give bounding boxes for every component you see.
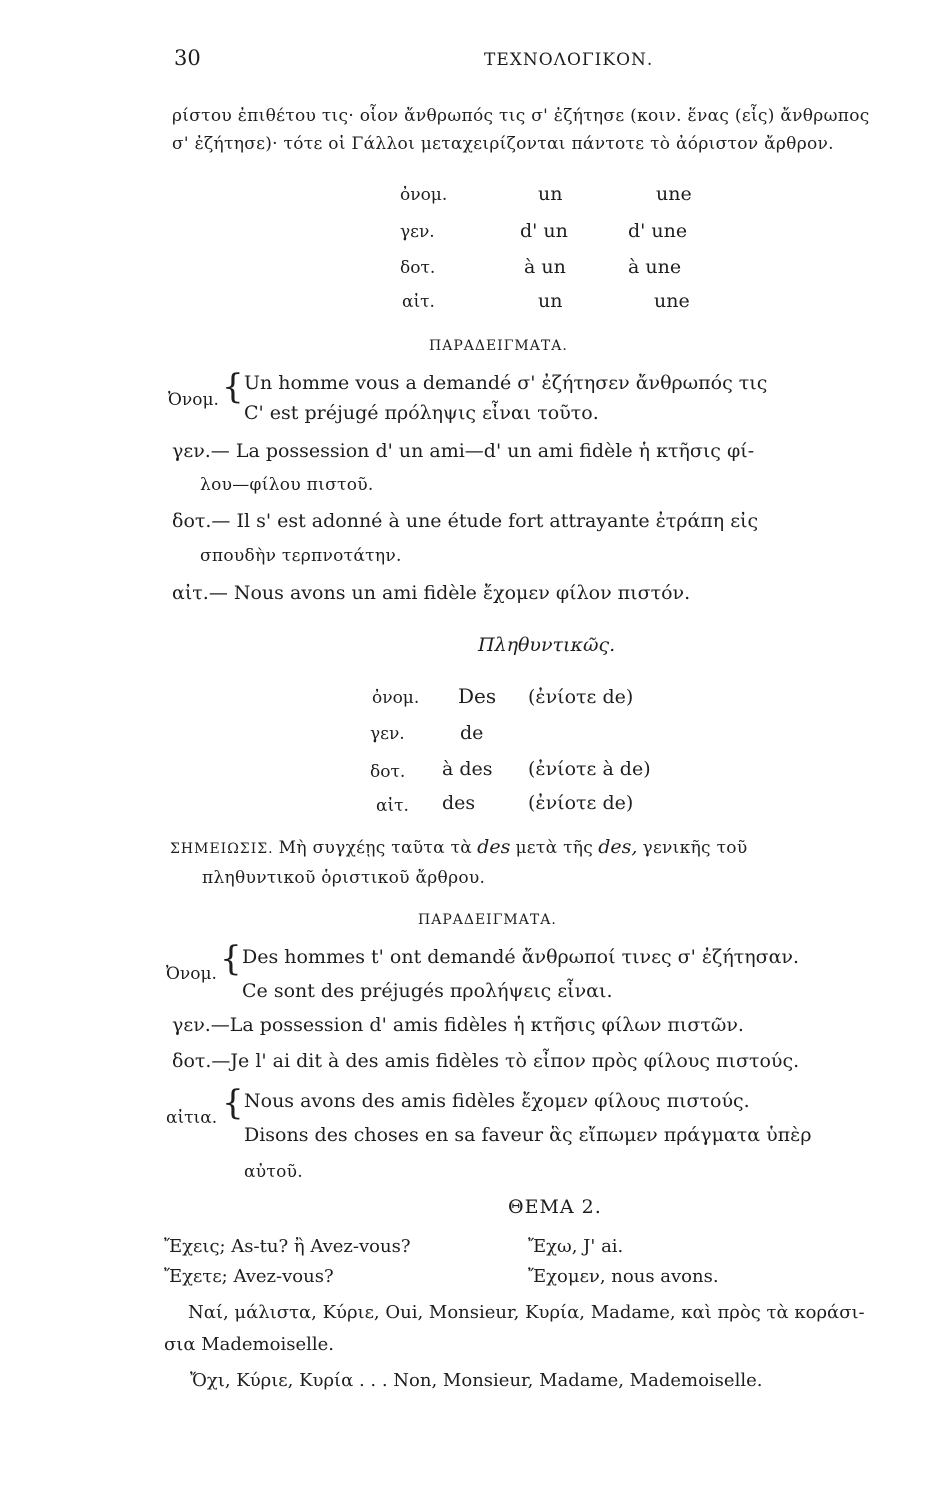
- note-line-1: [170, 836, 747, 858]
- thema-line: Ἔχω, J' ai.: [528, 1236, 624, 1257]
- example-line: Ce sont des préjugés προλήψεις εἶναι.: [242, 980, 613, 1002]
- plural-note: (ἐνίοτε de): [528, 686, 634, 708]
- fem-form: à une: [628, 256, 682, 278]
- note-text: Μὴ συγχέῃς ταῦτα τὰ: [278, 838, 473, 858]
- brace: {: [222, 367, 244, 407]
- case-label: δοτ.: [370, 762, 406, 782]
- example-line: αὐτοῦ.: [244, 1162, 303, 1182]
- masc-form: un: [538, 290, 563, 312]
- example-line: Disons des choses en sa faveur ἃς εἴπωμεν πράγματα ὑπὲρ: [244, 1124, 812, 1146]
- plural-form: Des: [458, 684, 497, 708]
- fem-form: d' une: [628, 220, 688, 242]
- note-label: ΣΗΜΕΙΩΣΙΣ.: [170, 841, 274, 857]
- fem-form: une: [656, 183, 692, 205]
- brace: {: [222, 1083, 244, 1123]
- plural-heading: Πληθυντικῶς.: [478, 634, 616, 656]
- case-label: ὀνομ.: [372, 688, 420, 708]
- example-line: γεν.—La possession d' amis fidèles ἡ κτῆσις φίλων πιστῶν.: [172, 1014, 744, 1036]
- example-line: C' est préjugé πρόληψις εἶναι τοῦτο.: [244, 402, 599, 424]
- intro-line-2: σ' ἐζήτησε)· τότε οἱ Γάλλοι μεταχειρίζονται πάντοτε τὸ ἀόριστον ἄρθρον.: [172, 134, 834, 154]
- example-line: αἰτ.— Nous avons un ami fidèle ἔχομεν φίλον πιστόν.: [172, 582, 691, 604]
- case-label-onom: Ὀνομ.: [166, 964, 217, 984]
- case-label-onom: Ὀνομ.: [168, 390, 219, 410]
- example-line: δοτ.—Je l' ai dit à des amis fidèles τὸ εἶπον πρὸς φίλους πιστούς.: [172, 1050, 800, 1072]
- masc-form: à un: [524, 256, 566, 278]
- example-line: δοτ.— Il s' est adonné à une étude fort attrayante ἐτράπη εἰς: [172, 510, 759, 532]
- example-line: γεν.— La possession d' un ami—d' un ami fidèle ἡ κτῆσις φί-: [172, 440, 755, 462]
- plural-form: à des: [442, 758, 493, 780]
- plural-form: des: [442, 792, 476, 814]
- thema-line: Ὄχι, Κύριε, Κυρία . . . Non, Monsieur, Madame, Mademoiselle.: [190, 1370, 763, 1391]
- intro-line-1: ρίστου ἐπιθέτου τις· οἷον ἄνθρωπός τις σ' ἐζήτησε (κοιν. ἕνας (εἷς) ἄνθρωπος: [172, 106, 870, 126]
- running-title: ΤΕΧΝΟΛΟΓΙΚΟΝ.: [484, 50, 654, 70]
- note-des-word: des,: [598, 836, 638, 858]
- thema-line: σια Mademoiselle.: [164, 1334, 334, 1355]
- note-text: μετὰ τῆς: [515, 838, 594, 858]
- masc-form: d' un: [520, 220, 568, 242]
- case-label: αἰτ.: [402, 292, 435, 312]
- page-number: 30: [174, 46, 201, 70]
- example-line: λου—φίλου πιστοῦ.: [200, 475, 374, 495]
- examples-heading: ΠΑΡΑΔΕΙΓΜΑΤΑ.: [429, 338, 568, 354]
- case-label: γεν.: [400, 222, 435, 242]
- example-line: σπουδὴν τερπνοτάτην.: [200, 546, 402, 566]
- thema-line: Ἔχομεν, nous avons.: [528, 1266, 719, 1287]
- thema-line: Ἔχεις; As-tu? ἢ Avez-vous?: [164, 1236, 411, 1257]
- example-line: Un homme vous a demandé σ' ἐζήτησεν ἄνθρωπός τις: [244, 372, 768, 394]
- case-label: ὀνομ.: [400, 185, 448, 205]
- thema-title: ΘΕΜΑ 2.: [508, 1196, 602, 1218]
- note-des-word: des: [477, 836, 511, 858]
- case-label: αἰτ.: [376, 796, 409, 816]
- plural-form: de: [460, 722, 484, 744]
- plural-note: (ἐνίοτε à de): [528, 758, 651, 780]
- brace: {: [220, 939, 242, 979]
- thema-line: Ἔχετε; Avez-vous?: [164, 1266, 334, 1287]
- masc-form: un: [538, 183, 563, 205]
- thema-line: Ναί, μάλιστα, Κύριε, Oui, Monsieur, Κυρία, Madame, καὶ πρὸς τὰ κοράσι-: [188, 1302, 865, 1323]
- note-line-2: πληθυντικοῦ ὁριστικοῦ ἄρθρου.: [202, 868, 486, 888]
- examples-heading: ΠΑΡΑΔΕΙΓΜΑΤΑ.: [418, 912, 557, 928]
- example-line: Des hommes t' ont demandé ἄνθρωποί τινες σ' ἐζήτησαν.: [242, 946, 800, 968]
- fem-form: une: [654, 290, 690, 312]
- example-line: Nous avons des amis fidèles ἔχομεν φίλους πιστούς.: [244, 1090, 750, 1112]
- case-label: δοτ.: [400, 258, 436, 278]
- case-label: γεν.: [370, 724, 405, 744]
- plural-note: (ἐνίοτε de): [528, 792, 634, 814]
- note-text: γενικῆς τοῦ: [642, 838, 748, 858]
- case-label-ait: αἰτια.: [166, 1108, 218, 1128]
